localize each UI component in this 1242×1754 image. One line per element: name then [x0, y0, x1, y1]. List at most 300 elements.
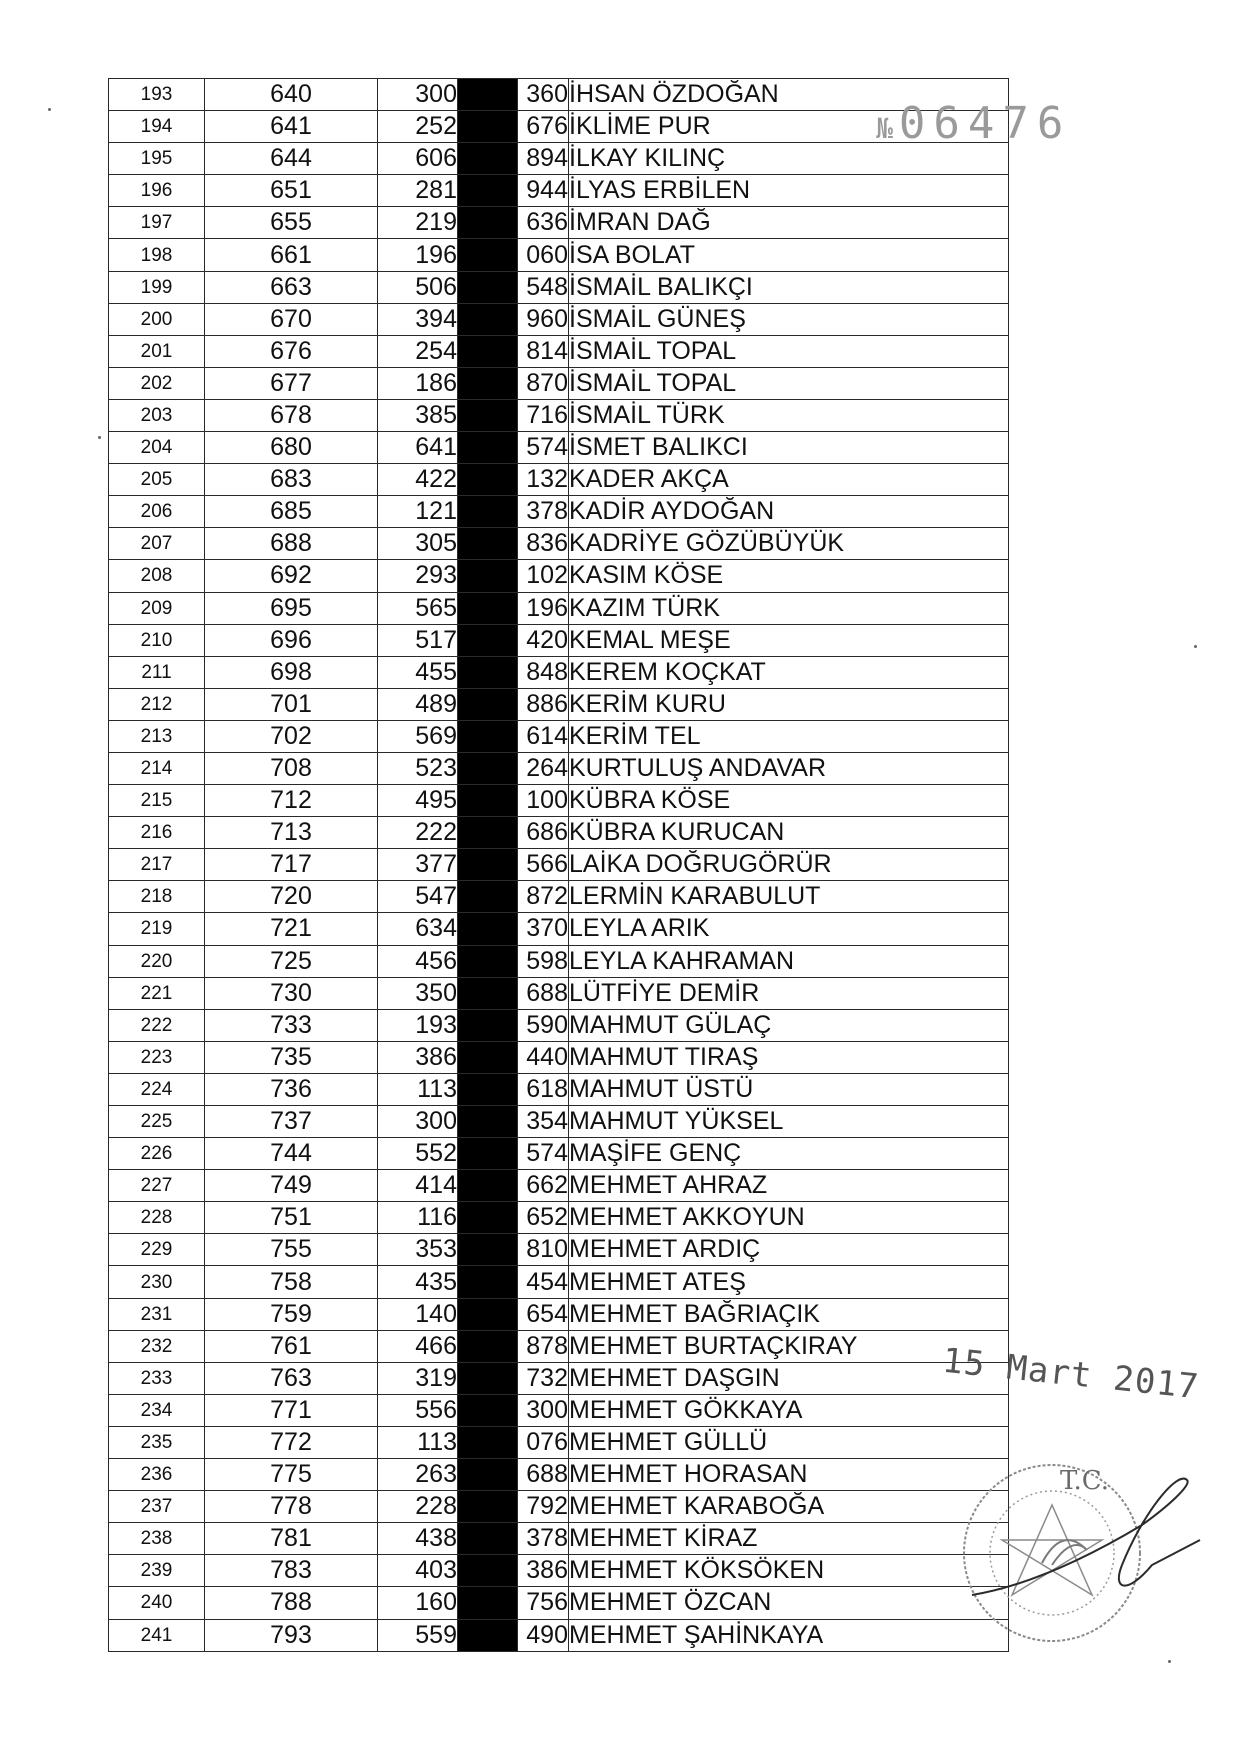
full-name-cell: İSA BOLAT: [569, 239, 1009, 271]
row-number-cell: 194: [109, 111, 205, 143]
row-number-cell: 229: [109, 1234, 205, 1266]
id-number-end-cell: 960: [518, 303, 569, 335]
full-name-cell: MEHMET ÖZCAN: [569, 1587, 1009, 1619]
id-number-start-cell: 116: [378, 1202, 458, 1234]
row-number-cell: 205: [109, 464, 205, 496]
record-number-cell: 725: [205, 945, 378, 977]
row-number-cell: 195: [109, 143, 205, 175]
full-name-cell: LEYLA KAHRAMAN: [569, 945, 1009, 977]
record-number-cell: 775: [205, 1459, 378, 1491]
id-number-start-cell: 438: [378, 1523, 458, 1555]
row-number-cell: 210: [109, 624, 205, 656]
id-number-start-cell: 113: [378, 1426, 458, 1458]
table-row: [109, 335, 1009, 367]
record-number-cell: 793: [205, 1619, 378, 1651]
id-number-start-cell: 263: [378, 1459, 458, 1491]
record-number-cell: 717: [205, 849, 378, 881]
scan-speck: [48, 108, 51, 111]
full-name-cell: KEMAL MEŞE: [569, 624, 1009, 656]
row-number-cell: 203: [109, 399, 205, 431]
id-number-end-cell: 378: [518, 1523, 569, 1555]
full-name-cell: KERİM TEL: [569, 720, 1009, 752]
redaction-bar: [458, 1298, 518, 1330]
record-number-cell: 712: [205, 785, 378, 817]
redaction-bar: [458, 1234, 518, 1266]
redaction-bar: [458, 496, 518, 528]
id-number-start-cell: 386: [378, 1041, 458, 1073]
row-number-cell: 236: [109, 1459, 205, 1491]
id-number-end-cell: 076: [518, 1426, 569, 1458]
row-number-cell: 240: [109, 1587, 205, 1619]
full-name-cell: İSMET BALIKCI: [569, 432, 1009, 464]
table-row: [109, 1523, 1009, 1555]
record-number-cell: 695: [205, 592, 378, 624]
table-row: [109, 79, 1009, 111]
id-number-start-cell: 140: [378, 1298, 458, 1330]
redaction-bar: [458, 1555, 518, 1587]
row-number-cell: 206: [109, 496, 205, 528]
redaction-bar: [458, 1266, 518, 1298]
id-number-start-cell: 113: [378, 1073, 458, 1105]
full-name-cell: LAİKA DOĞRUGÖRÜR: [569, 849, 1009, 881]
redaction-bar: [458, 881, 518, 913]
id-number-end-cell: 378: [518, 496, 569, 528]
table-row: [109, 977, 1009, 1009]
table-row: [109, 1234, 1009, 1266]
record-number-cell: 736: [205, 1073, 378, 1105]
full-name-cell: MEHMET GÜLLÜ: [569, 1426, 1009, 1458]
full-name-cell: KEREM KOÇKAT: [569, 656, 1009, 688]
full-name-cell: KÜBRA KÖSE: [569, 785, 1009, 817]
id-number-end-cell: 196: [518, 592, 569, 624]
row-number-cell: 221: [109, 977, 205, 1009]
redaction-bar: [458, 688, 518, 720]
id-number-end-cell: 574: [518, 1138, 569, 1170]
table-row: [109, 913, 1009, 945]
full-name-cell: KADİR AYDOĞAN: [569, 496, 1009, 528]
record-number-cell: 698: [205, 656, 378, 688]
full-name-cell: MAHMUT TIRAŞ: [569, 1041, 1009, 1073]
redaction-bar: [458, 1009, 518, 1041]
redaction-bar: [458, 1523, 518, 1555]
redaction-bar: [458, 528, 518, 560]
table-row: [109, 1202, 1009, 1234]
id-number-start-cell: 385: [378, 399, 458, 431]
redaction-bar: [458, 720, 518, 752]
id-number-start-cell: 634: [378, 913, 458, 945]
table-row: [109, 207, 1009, 239]
id-number-end-cell: 944: [518, 175, 569, 207]
table-row: [109, 111, 1009, 143]
id-number-end-cell: 354: [518, 1106, 569, 1138]
row-number-cell: 193: [109, 79, 205, 111]
record-number-cell: 683: [205, 464, 378, 496]
id-number-start-cell: 506: [378, 271, 458, 303]
record-number-cell: 758: [205, 1266, 378, 1298]
id-number-start-cell: 455: [378, 656, 458, 688]
table-row: [109, 1362, 1009, 1394]
record-number-cell: 685: [205, 496, 378, 528]
full-name-cell: İSMAİL BALIKÇI: [569, 271, 1009, 303]
redaction-bar: [458, 1170, 518, 1202]
id-number-start-cell: 495: [378, 785, 458, 817]
redaction-bar: [458, 1491, 518, 1523]
table-row: [109, 881, 1009, 913]
table-row: [109, 1266, 1009, 1298]
full-name-cell: MEHMET KİRAZ: [569, 1523, 1009, 1555]
record-number-cell: 651: [205, 175, 378, 207]
id-number-end-cell: 386: [518, 1555, 569, 1587]
id-number-start-cell: 300: [378, 1106, 458, 1138]
full-name-cell: İLKAY KILINÇ: [569, 143, 1009, 175]
full-name-cell: MEHMET AKKOYUN: [569, 1202, 1009, 1234]
id-number-start-cell: 196: [378, 239, 458, 271]
table-row: [109, 785, 1009, 817]
redaction-bar: [458, 271, 518, 303]
full-name-cell: İLYAS ERBİLEN: [569, 175, 1009, 207]
record-number-cell: 755: [205, 1234, 378, 1266]
table-row: [109, 1587, 1009, 1619]
id-number-start-cell: 319: [378, 1362, 458, 1394]
row-number-cell: 197: [109, 207, 205, 239]
id-number-end-cell: 590: [518, 1009, 569, 1041]
redaction-bar: [458, 464, 518, 496]
redaction-bar: [458, 79, 518, 111]
redaction-bar: [458, 1073, 518, 1105]
id-number-start-cell: 414: [378, 1170, 458, 1202]
row-number-cell: 233: [109, 1362, 205, 1394]
record-number-cell: 771: [205, 1394, 378, 1426]
table-body: [109, 79, 1009, 1652]
row-number-cell: 239: [109, 1555, 205, 1587]
record-number-cell: 788: [205, 1587, 378, 1619]
id-number-start-cell: 121: [378, 496, 458, 528]
record-number-cell: 730: [205, 977, 378, 1009]
full-name-cell: MEHMET BAĞRIAÇIK: [569, 1298, 1009, 1330]
full-name-cell: MAHMUT ÜSTÜ: [569, 1073, 1009, 1105]
row-number-cell: 207: [109, 528, 205, 560]
row-number-cell: 234: [109, 1394, 205, 1426]
row-number-cell: 241: [109, 1619, 205, 1651]
table-row: [109, 303, 1009, 335]
record-number-cell: 781: [205, 1523, 378, 1555]
record-number-cell: 641: [205, 111, 378, 143]
id-number-end-cell: 636: [518, 207, 569, 239]
full-name-cell: İSMAİL TOPAL: [569, 367, 1009, 399]
id-number-start-cell: 466: [378, 1330, 458, 1362]
table-row: [109, 1459, 1009, 1491]
id-number-start-cell: 565: [378, 592, 458, 624]
redaction-bar: [458, 111, 518, 143]
full-name-cell: LERMİN KARABULUT: [569, 881, 1009, 913]
table-row: [109, 1009, 1009, 1041]
full-name-cell: MEHMET BURTAÇKIRAY: [569, 1330, 1009, 1362]
full-name-cell: KADRİYE GÖZÜBÜYÜK: [569, 528, 1009, 560]
row-number-cell: 235: [109, 1426, 205, 1458]
record-number-cell: 749: [205, 1170, 378, 1202]
seal-inner-ring: [990, 1491, 1114, 1615]
id-number-start-cell: 219: [378, 207, 458, 239]
id-number-end-cell: 598: [518, 945, 569, 977]
id-number-start-cell: 281: [378, 175, 458, 207]
full-name-cell: İMRAN DAĞ: [569, 207, 1009, 239]
id-number-start-cell: 252: [378, 111, 458, 143]
redaction-bar: [458, 785, 518, 817]
row-number-cell: 217: [109, 849, 205, 881]
table-row: [109, 1041, 1009, 1073]
record-number-cell: 680: [205, 432, 378, 464]
row-number-cell: 228: [109, 1202, 205, 1234]
record-number-cell: 751: [205, 1202, 378, 1234]
id-number-end-cell: 894: [518, 143, 569, 175]
redaction-bar: [458, 656, 518, 688]
table-row: [109, 1170, 1009, 1202]
id-number-start-cell: 403: [378, 1555, 458, 1587]
row-number-cell: 222: [109, 1009, 205, 1041]
record-number-cell: 670: [205, 303, 378, 335]
full-name-cell: MEHMET ARDIÇ: [569, 1234, 1009, 1266]
table-row: [109, 239, 1009, 271]
id-number-start-cell: 517: [378, 624, 458, 656]
id-number-end-cell: 662: [518, 1170, 569, 1202]
record-number-cell: 744: [205, 1138, 378, 1170]
record-number-cell: 761: [205, 1330, 378, 1362]
record-number-cell: 640: [205, 79, 378, 111]
table-row: [109, 688, 1009, 720]
id-number-end-cell: 872: [518, 881, 569, 913]
serial-label: №: [876, 112, 893, 145]
table-row: [109, 1491, 1009, 1523]
id-number-end-cell: 686: [518, 817, 569, 849]
record-number-cell: 759: [205, 1298, 378, 1330]
id-number-start-cell: 422: [378, 464, 458, 496]
table-row: [109, 496, 1009, 528]
row-number-cell: 224: [109, 1073, 205, 1105]
id-number-start-cell: 523: [378, 752, 458, 784]
id-number-start-cell: 547: [378, 881, 458, 913]
record-number-cell: 676: [205, 335, 378, 367]
row-number-cell: 232: [109, 1330, 205, 1362]
full-name-cell: MEHMET AHRAZ: [569, 1170, 1009, 1202]
row-number-cell: 220: [109, 945, 205, 977]
redaction-bar: [458, 1394, 518, 1426]
table-row: [109, 720, 1009, 752]
id-number-end-cell: 490: [518, 1619, 569, 1651]
table-row: [109, 1106, 1009, 1138]
table-row: [109, 399, 1009, 431]
record-number-cell: 661: [205, 239, 378, 271]
record-number-cell: 720: [205, 881, 378, 913]
id-number-end-cell: 548: [518, 271, 569, 303]
record-number-cell: 696: [205, 624, 378, 656]
record-number-cell: 733: [205, 1009, 378, 1041]
id-number-start-cell: 641: [378, 432, 458, 464]
id-number-start-cell: 606: [378, 143, 458, 175]
id-number-start-cell: 228: [378, 1491, 458, 1523]
official-seal: [952, 1445, 1202, 1655]
table-row: [109, 1298, 1009, 1330]
table-row: [109, 432, 1009, 464]
id-number-end-cell: 132: [518, 464, 569, 496]
full-name-cell: KERİM KURU: [569, 688, 1009, 720]
full-name-cell: MEHMET DAŞGIN: [569, 1362, 1009, 1394]
id-number-end-cell: 654: [518, 1298, 569, 1330]
record-number-cell: 644: [205, 143, 378, 175]
record-number-cell: 737: [205, 1106, 378, 1138]
id-number-end-cell: 264: [518, 752, 569, 784]
full-name-cell: KÜBRA KURUCAN: [569, 817, 1009, 849]
record-number-cell: 708: [205, 752, 378, 784]
row-number-cell: 216: [109, 817, 205, 849]
redaction-bar: [458, 1426, 518, 1458]
table-row: [109, 271, 1009, 303]
id-number-start-cell: 254: [378, 335, 458, 367]
row-number-cell: 223: [109, 1041, 205, 1073]
id-number-start-cell: 186: [378, 367, 458, 399]
id-number-end-cell: 836: [518, 528, 569, 560]
id-number-end-cell: 688: [518, 1459, 569, 1491]
name-list-table: [108, 78, 1009, 1652]
row-number-cell: 237: [109, 1491, 205, 1523]
redaction-bar: [458, 1202, 518, 1234]
redaction-bar: [458, 143, 518, 175]
table-row: [109, 624, 1009, 656]
redaction-bar: [458, 1041, 518, 1073]
redaction-bar: [458, 977, 518, 1009]
table-row: [109, 1426, 1009, 1458]
redaction-bar: [458, 560, 518, 592]
record-number-cell: 721: [205, 913, 378, 945]
row-number-cell: 213: [109, 720, 205, 752]
table-row: [109, 752, 1009, 784]
row-number-cell: 201: [109, 335, 205, 367]
id-number-end-cell: 814: [518, 335, 569, 367]
table-row: [109, 945, 1009, 977]
table-row: [109, 592, 1009, 624]
full-name-cell: MEHMET HORASAN: [569, 1459, 1009, 1491]
id-number-end-cell: 810: [518, 1234, 569, 1266]
row-number-cell: 200: [109, 303, 205, 335]
record-number-cell: 678: [205, 399, 378, 431]
table-row: [109, 849, 1009, 881]
id-number-start-cell: 353: [378, 1234, 458, 1266]
full-name-cell: MAŞİFE GENÇ: [569, 1138, 1009, 1170]
id-number-start-cell: 394: [378, 303, 458, 335]
redaction-bar: [458, 945, 518, 977]
table-row: [109, 1073, 1009, 1105]
row-number-cell: 198: [109, 239, 205, 271]
redaction-bar: [458, 1330, 518, 1362]
full-name-cell: KADER AKÇA: [569, 464, 1009, 496]
id-number-end-cell: 652: [518, 1202, 569, 1234]
id-number-start-cell: 222: [378, 817, 458, 849]
id-number-start-cell: 305: [378, 528, 458, 560]
record-number-cell: 677: [205, 367, 378, 399]
id-number-end-cell: 100: [518, 785, 569, 817]
id-number-end-cell: 848: [518, 656, 569, 688]
record-number-cell: 735: [205, 1041, 378, 1073]
redaction-bar: [458, 752, 518, 784]
id-number-start-cell: 489: [378, 688, 458, 720]
full-name-cell: KASIM KÖSE: [569, 560, 1009, 592]
full-name-cell: LEYLA ARIK: [569, 913, 1009, 945]
id-number-start-cell: 293: [378, 560, 458, 592]
redaction-bar: [458, 1619, 518, 1651]
redaction-bar: [458, 592, 518, 624]
id-number-end-cell: 370: [518, 913, 569, 945]
row-number-cell: 196: [109, 175, 205, 207]
redaction-bar: [458, 303, 518, 335]
row-number-cell: 218: [109, 881, 205, 913]
table-row: [109, 175, 1009, 207]
id-number-end-cell: 878: [518, 1330, 569, 1362]
full-name-cell: MAHMUT YÜKSEL: [569, 1106, 1009, 1138]
record-number-cell: 701: [205, 688, 378, 720]
redaction-bar: [458, 207, 518, 239]
scan-speck: [1194, 645, 1197, 648]
id-number-end-cell: 454: [518, 1266, 569, 1298]
table-row: [109, 367, 1009, 399]
id-number-end-cell: 300: [518, 1394, 569, 1426]
redaction-bar: [458, 1362, 518, 1394]
redaction-bar: [458, 175, 518, 207]
record-number-cell: 778: [205, 1491, 378, 1523]
seal-text: T.C.: [1060, 1466, 1110, 1496]
table-row: [109, 528, 1009, 560]
row-number-cell: 225: [109, 1106, 205, 1138]
full-name-cell: MEHMET ŞAHİNKAYA: [569, 1619, 1009, 1651]
full-name-cell: İSMAİL TÜRK: [569, 399, 1009, 431]
record-number-cell: 663: [205, 271, 378, 303]
full-name-cell: İSMAİL GÜNEŞ: [569, 303, 1009, 335]
redaction-bar: [458, 817, 518, 849]
id-number-end-cell: 792: [518, 1491, 569, 1523]
row-number-cell: 202: [109, 367, 205, 399]
redaction-bar: [458, 239, 518, 271]
id-number-start-cell: 556: [378, 1394, 458, 1426]
full-name-cell: MEHMET KARABOĞA: [569, 1491, 1009, 1523]
id-number-end-cell: 716: [518, 399, 569, 431]
id-number-end-cell: 732: [518, 1362, 569, 1394]
record-number-cell: 763: [205, 1362, 378, 1394]
record-number-cell: 702: [205, 720, 378, 752]
row-number-cell: 238: [109, 1523, 205, 1555]
record-number-cell: 713: [205, 817, 378, 849]
redaction-bar: [458, 1587, 518, 1619]
redaction-bar: [458, 399, 518, 431]
id-number-start-cell: 456: [378, 945, 458, 977]
table-row: [109, 817, 1009, 849]
row-number-cell: 226: [109, 1138, 205, 1170]
redaction-bar: [458, 624, 518, 656]
id-number-end-cell: 420: [518, 624, 569, 656]
row-number-cell: 215: [109, 785, 205, 817]
id-number-start-cell: 559: [378, 1619, 458, 1651]
full-name-cell: İSMAİL TOPAL: [569, 335, 1009, 367]
id-number-end-cell: 614: [518, 720, 569, 752]
row-number-cell: 214: [109, 752, 205, 784]
redaction-bar: [458, 367, 518, 399]
full-name-cell: MEHMET ATEŞ: [569, 1266, 1009, 1298]
redaction-bar: [458, 913, 518, 945]
table-row: [109, 1619, 1009, 1651]
record-number-cell: 783: [205, 1555, 378, 1587]
full-name-cell: KURTULUŞ ANDAVAR: [569, 752, 1009, 784]
id-number-end-cell: 574: [518, 432, 569, 464]
id-number-start-cell: 193: [378, 1009, 458, 1041]
id-number-end-cell: 756: [518, 1587, 569, 1619]
full-name-cell: MEHMET KÖKSÖKEN: [569, 1555, 1009, 1587]
